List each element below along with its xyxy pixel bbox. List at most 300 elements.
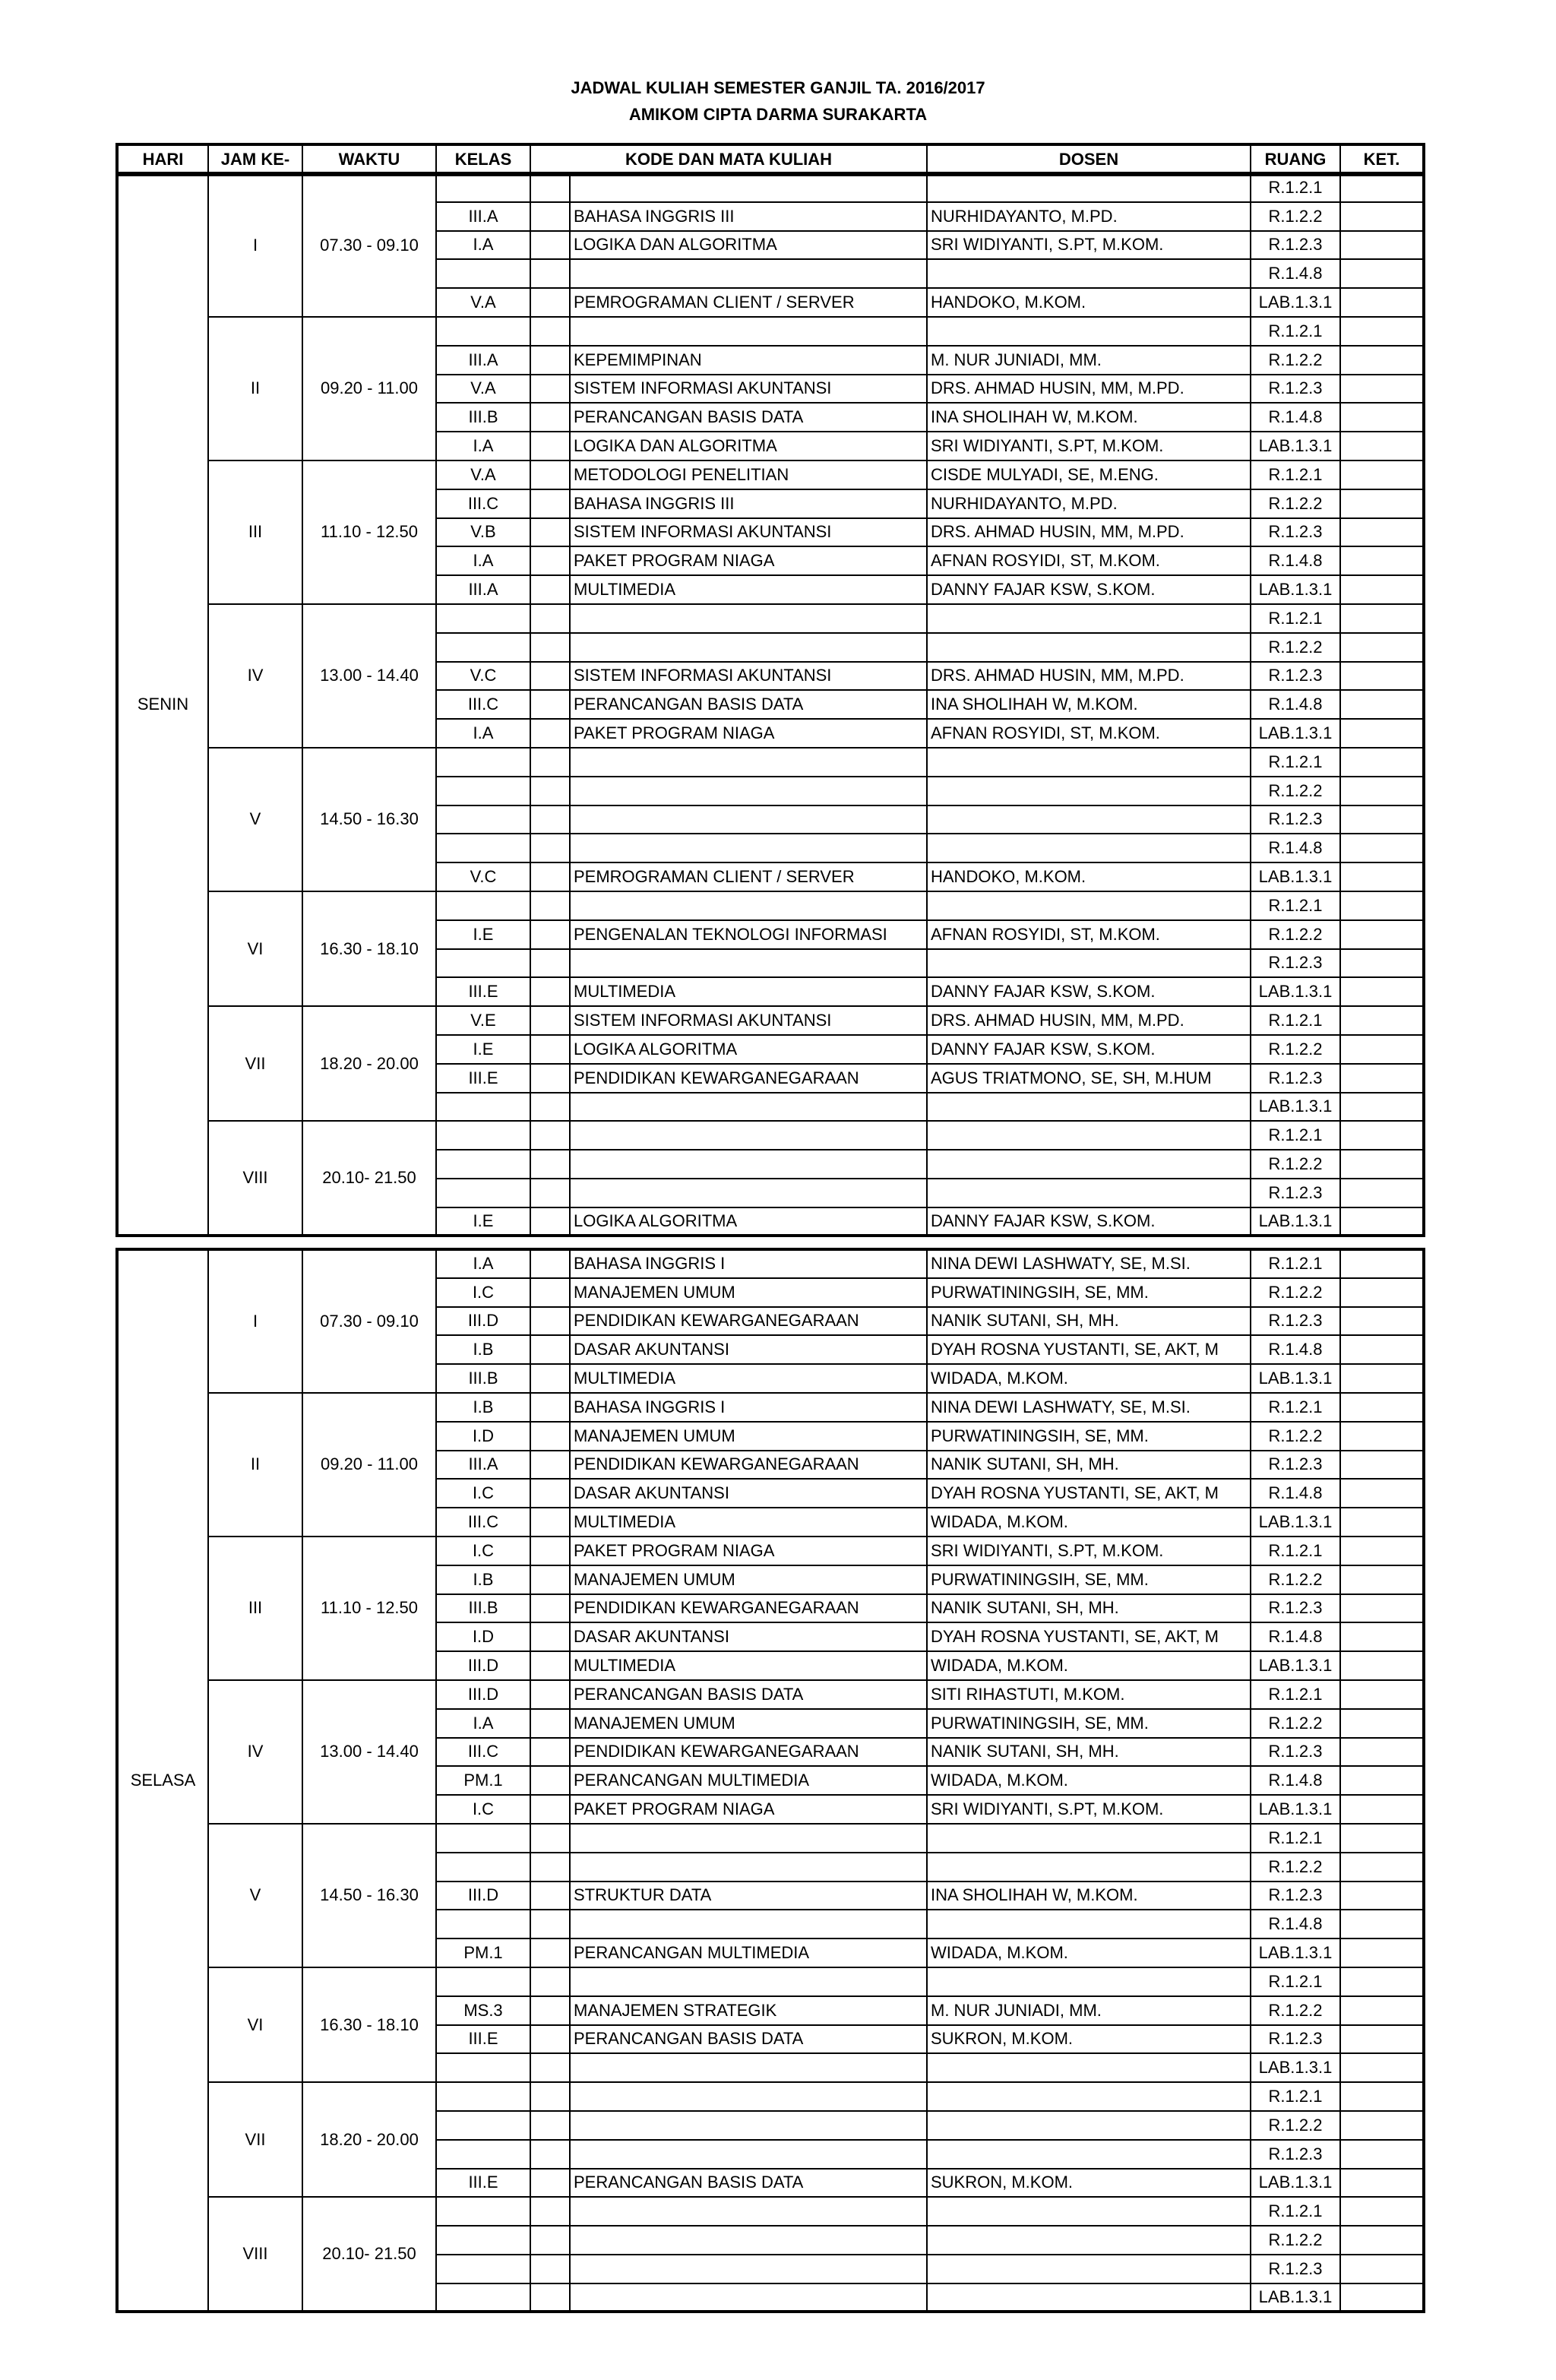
mata-kuliah-cell: MANAJEMEN UMUM	[570, 1278, 927, 1307]
ket-cell	[1340, 1422, 1424, 1451]
kode-cell	[530, 1150, 570, 1179]
ket-cell	[1340, 403, 1424, 432]
table-row	[117, 1121, 1424, 1150]
ket-cell	[1340, 1179, 1424, 1207]
ket-cell	[1340, 920, 1424, 949]
dosen-cell: M. NUR JUNIADI, MM.	[927, 346, 1251, 375]
dosen-cell	[927, 748, 1251, 777]
dosen-cell: SRI WIDIYANTI, S.PT, M.KOM.	[927, 1537, 1251, 1565]
header-waktu: WAKTU	[302, 144, 436, 175]
kelas-cell: I.E	[436, 1035, 530, 1064]
ruang-cell: R.1.4.8	[1251, 546, 1340, 575]
mata-kuliah-cell	[570, 2226, 927, 2255]
table-row	[117, 748, 1424, 777]
ruang-cell: R.1.2.2	[1251, 1422, 1340, 1451]
dosen-cell	[927, 2226, 1251, 2255]
dosen-cell: DYAH ROSNA YUSTANTI, SE, AKT, M	[927, 1479, 1251, 1508]
ket-cell	[1340, 1249, 1424, 1278]
mata-kuliah-cell: PERANCANGAN BASIS DATA	[570, 2025, 927, 2054]
ruang-cell: R.1.4.8	[1251, 1622, 1340, 1651]
dosen-cell	[927, 2197, 1251, 2226]
kelas-cell: I.B	[436, 1393, 530, 1422]
kode-cell	[530, 834, 570, 862]
mata-kuliah-cell	[570, 317, 927, 346]
kelas-cell: III.A	[436, 1451, 530, 1480]
header-jam: JAM KE-	[208, 144, 302, 175]
kode-cell	[530, 1967, 570, 1996]
ket-cell	[1340, 1565, 1424, 1594]
dosen-cell: AFNAN ROSYIDI, ST, M.KOM.	[927, 920, 1251, 949]
ket-cell	[1340, 575, 1424, 604]
table-row	[117, 173, 1424, 202]
table-row	[117, 1249, 1424, 1278]
kode-cell	[530, 2255, 570, 2283]
dosen-cell	[927, 1093, 1251, 1122]
ruang-cell: R.1.2.1	[1251, 748, 1340, 777]
jam-ke: VI	[208, 891, 302, 1006]
dosen-cell	[927, 1121, 1251, 1150]
kelas-cell: III.B	[436, 403, 530, 432]
kode-cell	[530, 690, 570, 719]
ket-cell	[1340, 231, 1424, 260]
kode-cell	[530, 202, 570, 231]
ruang-cell: R.1.2.2	[1251, 202, 1340, 231]
kode-cell	[530, 489, 570, 518]
kode-cell	[530, 173, 570, 202]
waktu: 18.20 - 20.00	[302, 2082, 436, 2197]
kode-cell	[530, 1882, 570, 1910]
dosen-cell: DYAH ROSNA YUSTANTI, SE, AKT, M	[927, 1335, 1251, 1364]
ruang-cell: R.1.2.2	[1251, 1035, 1340, 1064]
kelas-cell	[436, 173, 530, 202]
jam-ke: II	[208, 317, 302, 460]
ruang-cell: R.1.2.1	[1251, 317, 1340, 346]
day-name: SELASA	[117, 1249, 208, 2312]
ket-cell	[1340, 1910, 1424, 1938]
dosen-cell	[927, 1150, 1251, 1179]
kode-cell	[530, 231, 570, 260]
waktu: 09.20 - 11.00	[302, 1393, 436, 1537]
kode-cell	[530, 403, 570, 432]
dosen-cell: SRI WIDIYANTI, S.PT, M.KOM.	[927, 432, 1251, 460]
ket-cell	[1340, 489, 1424, 518]
kelas-cell: I.C	[436, 1278, 530, 1307]
ruang-cell: R.1.4.8	[1251, 690, 1340, 719]
mata-kuliah-cell: DASAR AKUNTANSI	[570, 1479, 927, 1508]
kode-cell	[530, 633, 570, 662]
jam-ke: VIII	[208, 1121, 302, 1236]
header-ruang: RUANG	[1251, 144, 1340, 175]
ket-cell	[1340, 2169, 1424, 2198]
kelas-cell	[436, 805, 530, 834]
kelas-cell: V.A	[436, 460, 530, 489]
jam-ke: IV	[208, 604, 302, 748]
kelas-cell: I.A	[436, 231, 530, 260]
dosen-cell: PURWATININGSIH, SE, MM.	[927, 1422, 1251, 1451]
kelas-cell: III.D	[436, 1651, 530, 1680]
kelas-cell	[436, 2255, 530, 2283]
ket-cell	[1340, 1766, 1424, 1795]
dosen-cell	[927, 834, 1251, 862]
kelas-cell: I.B	[436, 1335, 530, 1364]
ruang-cell: R.1.2.1	[1251, 1537, 1340, 1565]
dosen-cell: DYAH ROSNA YUSTANTI, SE, AKT, M	[927, 1622, 1251, 1651]
header-mata-kuliah: KODE DAN MATA KULIAH	[530, 144, 927, 175]
ket-cell	[1340, 1795, 1424, 1824]
ruang-cell: R.1.2.2	[1251, 1150, 1340, 1179]
dosen-cell: HANDOKO, M.KOM.	[927, 288, 1251, 317]
mata-kuliah-cell: SISTEM INFORMASI AKUNTANSI	[570, 518, 927, 547]
waktu: 07.30 - 09.10	[302, 1249, 436, 1393]
kode-cell	[530, 2025, 570, 2054]
ruang-cell: R.1.2.2	[1251, 2111, 1340, 2140]
dosen-cell: INA SHOLIHAH W, M.KOM.	[927, 1882, 1251, 1910]
ruang-cell: R.1.2.1	[1251, 1121, 1340, 1150]
kode-cell	[530, 432, 570, 460]
kelas-cell: PM.1	[436, 1766, 530, 1795]
dosen-cell: INA SHOLIHAH W, M.KOM.	[927, 403, 1251, 432]
mata-kuliah-cell	[570, 2197, 927, 2226]
table-row	[117, 2082, 1424, 2111]
waktu: 13.00 - 14.40	[302, 1680, 436, 1824]
kode-cell	[530, 546, 570, 575]
ket-cell	[1340, 1335, 1424, 1364]
mata-kuliah-cell: MANAJEMEN UMUM	[570, 1709, 927, 1738]
ruang-cell: R.1.2.2	[1251, 777, 1340, 805]
kelas-cell: III.E	[436, 1064, 530, 1093]
kode-cell	[530, 977, 570, 1006]
kelas-cell	[436, 259, 530, 288]
ket-cell	[1340, 1709, 1424, 1738]
dosen-cell	[927, 891, 1251, 920]
dosen-cell: AGUS TRIATMONO, SE, SH, M.HUM	[927, 1064, 1251, 1093]
kode-cell	[530, 1064, 570, 1093]
dosen-cell: SUKRON, M.KOM.	[927, 2025, 1251, 2054]
jam-ke: I	[208, 1249, 302, 1393]
dosen-cell: DANNY FAJAR KSW, S.KOM.	[927, 977, 1251, 1006]
kode-cell	[530, 518, 570, 547]
kelas-cell: V.B	[436, 518, 530, 547]
ruang-cell: LAB.1.3.1	[1251, 1651, 1340, 1680]
header-hari: HARI	[117, 144, 208, 175]
ruang-cell: R.1.2.2	[1251, 346, 1340, 375]
dosen-cell: DRS. AHMAD HUSIN, MM, M.PD.	[927, 375, 1251, 404]
ket-cell	[1340, 2082, 1424, 2111]
kelas-cell: III.A	[436, 346, 530, 375]
kode-cell	[530, 1006, 570, 1035]
kelas-cell: III.B	[436, 1364, 530, 1393]
kode-cell	[530, 1364, 570, 1393]
kode-cell	[530, 1824, 570, 1853]
ruang-cell: R.1.2.1	[1251, 460, 1340, 489]
page-title: JADWAL KULIAH SEMESTER GANJIL TA. 2016/2017	[571, 78, 985, 97]
mata-kuliah-cell: MANAJEMEN UMUM	[570, 1565, 927, 1594]
dosen-cell	[927, 2283, 1251, 2312]
ket-cell	[1340, 633, 1424, 662]
mata-kuliah-cell	[570, 2111, 927, 2140]
ruang-cell: R.1.2.1	[1251, 891, 1340, 920]
kelas-cell: I.A	[436, 432, 530, 460]
dosen-cell	[927, 604, 1251, 633]
jam-ke: I	[208, 173, 302, 317]
schedule-table-selasa	[115, 1248, 1425, 2313]
kelas-cell: III.D	[436, 1307, 530, 1336]
mata-kuliah-cell	[570, 259, 927, 288]
kode-cell	[530, 1565, 570, 1594]
mata-kuliah-cell: BAHASA INGGRIS III	[570, 202, 927, 231]
kelas-cell	[436, 1150, 530, 1179]
dosen-cell	[927, 805, 1251, 834]
table-row	[117, 2197, 1424, 2226]
ruang-cell: R.1.2.1	[1251, 173, 1340, 202]
dosen-cell: NURHIDAYANTO, M.PD.	[927, 489, 1251, 518]
kode-cell	[530, 1910, 570, 1938]
kelas-cell	[436, 1824, 530, 1853]
table-row	[117, 317, 1424, 346]
header-row	[117, 144, 1424, 175]
dosen-cell: WIDADA, M.KOM.	[927, 1364, 1251, 1393]
ket-cell	[1340, 1035, 1424, 1064]
header-dosen: DOSEN	[927, 144, 1251, 175]
mata-kuliah-cell: DASAR AKUNTANSI	[570, 1335, 927, 1364]
kode-cell	[530, 1938, 570, 1967]
dosen-cell: SUKRON, M.KOM.	[927, 2169, 1251, 2198]
ket-cell	[1340, 259, 1424, 288]
ruang-cell: R.1.2.3	[1251, 518, 1340, 547]
ket-cell	[1340, 1996, 1424, 2025]
kode-cell	[530, 1278, 570, 1307]
table-row	[117, 1537, 1424, 1565]
mata-kuliah-cell	[570, 1093, 927, 1122]
mata-kuliah-cell	[570, 1179, 927, 1207]
mata-kuliah-cell: LOGIKA DAN ALGORITMA	[570, 231, 927, 260]
dosen-cell	[927, 1853, 1251, 1882]
kode-cell	[530, 777, 570, 805]
table-row	[117, 1680, 1424, 1709]
kode-cell	[530, 317, 570, 346]
dosen-cell: INA SHOLIHAH W, M.KOM.	[927, 690, 1251, 719]
kelas-cell: V.A	[436, 288, 530, 317]
ruang-cell: R.1.2.1	[1251, 1967, 1340, 1996]
ket-cell	[1340, 1594, 1424, 1623]
dosen-cell: DRS. AHMAD HUSIN, MM, M.PD.	[927, 662, 1251, 691]
ruang-cell: R.1.2.3	[1251, 375, 1340, 404]
mata-kuliah-cell: MULTIMEDIA	[570, 575, 927, 604]
ket-cell	[1340, 2053, 1424, 2082]
ket-cell	[1340, 2140, 1424, 2169]
kelas-cell: I.B	[436, 1565, 530, 1594]
kelas-cell	[436, 2053, 530, 2082]
ket-cell	[1340, 317, 1424, 346]
ruang-cell: R.1.2.3	[1251, 1179, 1340, 1207]
dosen-cell: M. NUR JUNIADI, MM.	[927, 1996, 1251, 2025]
kode-cell	[530, 719, 570, 748]
mata-kuliah-cell: PEMROGRAMAN CLIENT / SERVER	[570, 288, 927, 317]
ket-cell	[1340, 1680, 1424, 1709]
kode-cell	[530, 891, 570, 920]
kode-cell	[530, 949, 570, 978]
mata-kuliah-cell: PENGENALAN TEKNOLOGI INFORMASI	[570, 920, 927, 949]
kode-cell	[530, 1179, 570, 1207]
kelas-cell	[436, 2082, 530, 2111]
kode-cell	[530, 1622, 570, 1651]
ket-cell	[1340, 604, 1424, 633]
header-ket: KET.	[1340, 144, 1424, 175]
kelas-cell	[436, 1093, 530, 1122]
ruang-cell: R.1.2.1	[1251, 1824, 1340, 1853]
mata-kuliah-cell	[570, 1967, 927, 1996]
ruang-cell: LAB.1.3.1	[1251, 1938, 1340, 1967]
jam-ke: VII	[208, 2082, 302, 2197]
dosen-cell: NINA DEWI LASHWATY, SE, M.SI.	[927, 1393, 1251, 1422]
mata-kuliah-cell: PENDIDIKAN KEWARGANEGARAAN	[570, 1451, 927, 1480]
kode-cell	[530, 1422, 570, 1451]
dosen-cell: NURHIDAYANTO, M.PD.	[927, 202, 1251, 231]
waktu: 20.10- 21.50	[302, 2197, 436, 2312]
kelas-cell	[436, 1910, 530, 1938]
kode-cell	[530, 2226, 570, 2255]
kelas-cell: V.C	[436, 862, 530, 891]
mata-kuliah-cell	[570, 2255, 927, 2283]
ket-cell	[1340, 777, 1424, 805]
dosen-cell: PURWATININGSIH, SE, MM.	[927, 1709, 1251, 1738]
kode-cell	[530, 1738, 570, 1767]
dosen-cell: SRI WIDIYANTI, S.PT, M.KOM.	[927, 1795, 1251, 1824]
jam-ke: V	[208, 748, 302, 891]
mata-kuliah-cell	[570, 949, 927, 978]
ruang-cell: R.1.2.1	[1251, 1680, 1340, 1709]
ket-cell	[1340, 1393, 1424, 1422]
mata-kuliah-cell: MULTIMEDIA	[570, 1508, 927, 1537]
jam-ke: II	[208, 1393, 302, 1537]
waktu: 14.50 - 16.30	[302, 1824, 436, 1967]
kode-cell	[530, 346, 570, 375]
ket-cell	[1340, 862, 1424, 891]
kelas-cell: I.D	[436, 1622, 530, 1651]
ket-cell	[1340, 1853, 1424, 1882]
ruang-cell: R.1.2.2	[1251, 1853, 1340, 1882]
ruang-cell: LAB.1.3.1	[1251, 1093, 1340, 1122]
ruang-cell: LAB.1.3.1	[1251, 288, 1340, 317]
mata-kuliah-cell: PERANCANGAN MULTIMEDIA	[570, 1766, 927, 1795]
table-row	[117, 460, 1424, 489]
ruang-cell: LAB.1.3.1	[1251, 2283, 1340, 2312]
ruang-cell: R.1.2.2	[1251, 1709, 1340, 1738]
ket-cell	[1340, 690, 1424, 719]
mata-kuliah-cell: MANAJEMEN UMUM	[570, 1422, 927, 1451]
ket-cell	[1340, 805, 1424, 834]
dosen-cell	[927, 259, 1251, 288]
kode-cell	[530, 1207, 570, 1236]
ruang-cell: LAB.1.3.1	[1251, 575, 1340, 604]
kode-cell	[530, 375, 570, 404]
mata-kuliah-cell: PERANCANGAN BASIS DATA	[570, 690, 927, 719]
ruang-cell: R.1.2.2	[1251, 1996, 1340, 2025]
waktu: 16.30 - 18.10	[302, 891, 436, 1006]
mata-kuliah-cell: PERANCANGAN BASIS DATA	[570, 2169, 927, 2198]
ruang-cell: R.1.4.8	[1251, 259, 1340, 288]
mata-kuliah-cell	[570, 777, 927, 805]
ket-cell	[1340, 748, 1424, 777]
kode-cell	[530, 288, 570, 317]
ruang-cell: LAB.1.3.1	[1251, 2053, 1340, 2082]
kelas-cell	[436, 748, 530, 777]
kelas-cell: III.C	[436, 1508, 530, 1537]
kode-cell	[530, 920, 570, 949]
ket-cell	[1340, 518, 1424, 547]
ket-cell	[1340, 202, 1424, 231]
kelas-cell: III.A	[436, 202, 530, 231]
ruang-cell: R.1.2.3	[1251, 662, 1340, 691]
kode-cell	[530, 1508, 570, 1537]
ket-cell	[1340, 173, 1424, 202]
dosen-cell	[927, 949, 1251, 978]
waktu: 11.10 - 12.50	[302, 1537, 436, 1680]
dosen-cell: SITI RIHASTUTI, M.KOM.	[927, 1680, 1251, 1709]
kode-cell	[530, 1479, 570, 1508]
ruang-cell: R.1.4.8	[1251, 403, 1340, 432]
header-kelas: KELAS	[436, 144, 530, 175]
dosen-cell: NANIK SUTANI, SH, MH.	[927, 1738, 1251, 1767]
ket-cell	[1340, 346, 1424, 375]
kode-cell	[530, 1795, 570, 1824]
mata-kuliah-cell	[570, 173, 927, 202]
kelas-cell	[436, 834, 530, 862]
dosen-cell: PURWATININGSIH, SE, MM.	[927, 1565, 1251, 1594]
waktu: 13.00 - 14.40	[302, 604, 436, 748]
kode-cell	[530, 575, 570, 604]
mata-kuliah-cell: DASAR AKUNTANSI	[570, 1622, 927, 1651]
dosen-cell: SRI WIDIYANTI, S.PT, M.KOM.	[927, 231, 1251, 260]
kelas-cell	[436, 891, 530, 920]
kelas-cell: III.B	[436, 1594, 530, 1623]
kelas-cell: III.C	[436, 1738, 530, 1767]
ket-cell	[1340, 1537, 1424, 1565]
kode-cell	[530, 1249, 570, 1278]
table-row	[117, 1393, 1424, 1422]
ket-cell	[1340, 375, 1424, 404]
kelas-cell: I.A	[436, 546, 530, 575]
ket-cell	[1340, 1938, 1424, 1967]
dosen-cell	[927, 317, 1251, 346]
ket-cell	[1340, 432, 1424, 460]
mata-kuliah-cell: PENDIDIKAN KEWARGANEGARAAN	[570, 1594, 927, 1623]
ruang-cell: R.1.2.3	[1251, 1064, 1340, 1093]
kode-cell	[530, 805, 570, 834]
mata-kuliah-cell	[570, 1824, 927, 1853]
ruang-cell: R.1.2.3	[1251, 805, 1340, 834]
ket-cell	[1340, 2025, 1424, 2054]
kelas-cell: III.E	[436, 2169, 530, 2198]
kelas-cell: I.E	[436, 920, 530, 949]
ruang-cell: LAB.1.3.1	[1251, 1207, 1340, 1236]
dosen-cell: DRS. AHMAD HUSIN, MM, M.PD.	[927, 1006, 1251, 1035]
dosen-cell: WIDADA, M.KOM.	[927, 1938, 1251, 1967]
kelas-cell: III.E	[436, 2025, 530, 2054]
kelas-cell: V.C	[436, 662, 530, 691]
kode-cell	[530, 748, 570, 777]
waktu: 14.50 - 16.30	[302, 748, 436, 891]
ruang-cell: LAB.1.3.1	[1251, 1795, 1340, 1824]
dosen-cell: AFNAN ROSYIDI, ST, M.KOM.	[927, 546, 1251, 575]
schedule-table-senin	[115, 172, 1425, 1237]
ket-cell	[1340, 1882, 1424, 1910]
dosen-cell	[927, 777, 1251, 805]
ruang-cell: R.1.2.3	[1251, 1738, 1340, 1767]
ket-cell	[1340, 662, 1424, 691]
kelas-cell: I.A	[436, 1709, 530, 1738]
kelas-cell	[436, 2140, 530, 2169]
